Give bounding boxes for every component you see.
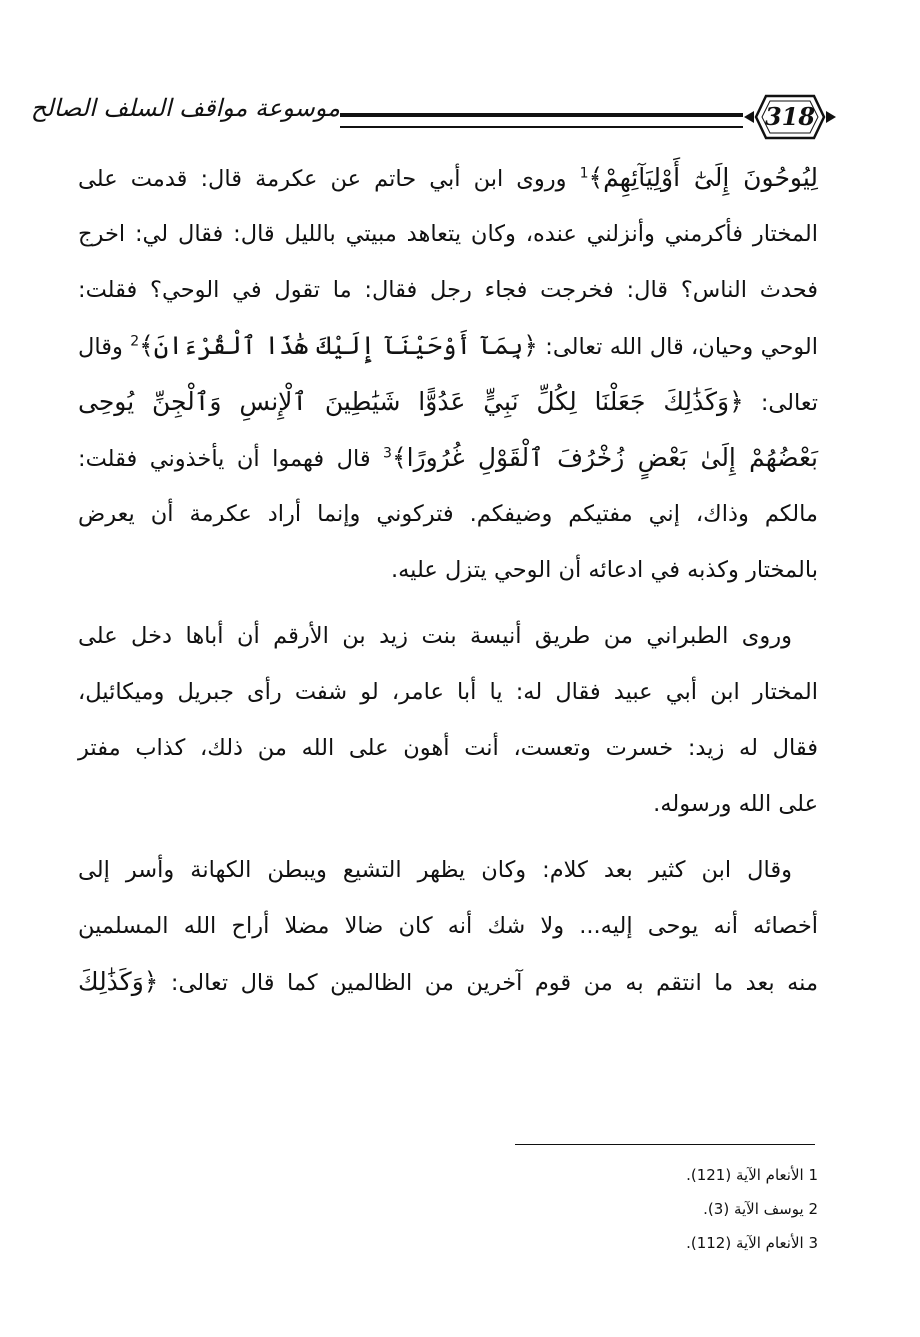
footnote xyxy=(500,1226,818,1260)
paragraph-gap xyxy=(78,598,818,608)
text-line xyxy=(78,150,818,206)
text-line xyxy=(78,542,818,598)
text-run: على الله ورسوله. xyxy=(653,791,818,817)
footnote-ref: 3 xyxy=(383,445,392,462)
text-line xyxy=(78,262,818,318)
text-run: وقال ابن كثير بعد كلام: وكان يظهر التشيع ويبطن الكهانة وأسر إلى xyxy=(78,857,792,883)
text-run: وروى الطبراني من طريق أنيسة بنت زيد بن الأرقم أن أباها دخل على xyxy=(78,623,792,649)
text-line xyxy=(78,720,818,776)
text-line xyxy=(78,430,818,486)
footnote-number: 3 xyxy=(808,1234,818,1252)
footnote-ref: 1 xyxy=(579,165,589,182)
text-line xyxy=(78,954,818,1010)
text-line xyxy=(78,608,818,664)
footnote-separator xyxy=(515,1144,815,1145)
text-run: مالكم وذاك، إني مفتيكم وضيفكم. فتركوني وإنما أراد عكرمة أن يعرض xyxy=(78,501,818,527)
quran-verse: بَعْضُهُمْ إِلَىٰ بَعْضٍ زُخْرُفَ ٱلْقَوْلِ غُرُورًا﴾ xyxy=(391,443,818,472)
text-line xyxy=(78,318,818,374)
text-line xyxy=(78,374,818,430)
footnote-ref: 2 xyxy=(130,333,140,350)
series-title: موسوعة مواقف السلف الصالح xyxy=(30,94,340,122)
footnote-text: يوسف الآية (3). xyxy=(703,1200,809,1218)
text-line xyxy=(78,664,818,720)
quran-verse: ﴿وَكَذَٰلِكَ xyxy=(78,967,159,996)
text-line xyxy=(78,842,818,898)
text-line xyxy=(78,486,818,542)
quran-verse: لِيُوحُونَ إِلَىٰٓ أَوْلِيَآئِهِمْ﴾ xyxy=(588,163,818,192)
footnote-number: 1 xyxy=(808,1166,818,1184)
text-run: المختار ابن أبي عبيد فقال له: يا أبا عامر، لو شفت رأى جبريل وميكائيل، xyxy=(78,679,818,705)
footnote-number: 2 xyxy=(808,1200,818,1218)
header-rule xyxy=(340,113,743,128)
text-run: تعالى: xyxy=(743,390,818,416)
text-line xyxy=(78,898,818,954)
page-number: 318 xyxy=(764,102,816,131)
text-line xyxy=(78,776,818,832)
footnote-text: الأنعام الآية (112). xyxy=(686,1234,809,1252)
quran-verse: ﴿وَكَذَٰلِكَ جَعَلْنَا لِكُلِّ نَبِيٍّ عَدُوًّا شَيَٰطِينَ ٱلْإِنسِ وَٱلْجِنِّ يُوحِى xyxy=(78,387,744,416)
footnote-text: الأنعام الآية (121). xyxy=(686,1166,809,1184)
text-run: وروى ابن أبي حاتم عن عكرمة قال: قدمت على xyxy=(78,166,580,192)
body-text xyxy=(78,150,818,1010)
text-run: أخصائه أنه يوحى إليه... ولا شك أنه كان ضالا مضلا أراح الله المسلمين xyxy=(78,913,818,939)
page-header xyxy=(30,90,838,146)
text-run: قال فهموا أن يأخذوني فقلت: xyxy=(78,446,384,472)
text-run: المختار فأكرمني وأنزلني عنده، وكان يتعاهد مبيتي بالليل قال: فقال لي: اخرج xyxy=(78,221,818,247)
text-run: بالمختار وكذبه في ادعائه أن الوحي يتزل عليه. xyxy=(390,557,818,583)
footnote xyxy=(500,1158,818,1192)
paragraph-gap xyxy=(78,832,818,842)
text-run: فقال له زيد: خسرت وتعست، أنت أهون على الله من ذلك، كذاب مفتر xyxy=(78,735,818,761)
text-run: فحدث الناس؟ قال: فخرجت فجاء رجل فقال: ما تقول في الوحي؟ فقلت: xyxy=(78,277,818,303)
text-line xyxy=(78,206,818,262)
text-run: وقال xyxy=(78,334,131,360)
text-run: منه بعد ما انتقم به من قوم آخرين من الظالمين كما قال تعالى: xyxy=(158,970,818,996)
quran-verse: ﴿بِمَآ أَوْحَيْنَآ إِلَيْكَ هَٰذَا ٱلْقُرْءَانَ﴾ xyxy=(139,331,538,360)
footnote xyxy=(500,1192,818,1226)
text-run: الوحي وحيان، قال الله تعالى: xyxy=(537,334,818,360)
page-number-badge xyxy=(742,90,838,144)
footnotes xyxy=(500,1158,818,1260)
